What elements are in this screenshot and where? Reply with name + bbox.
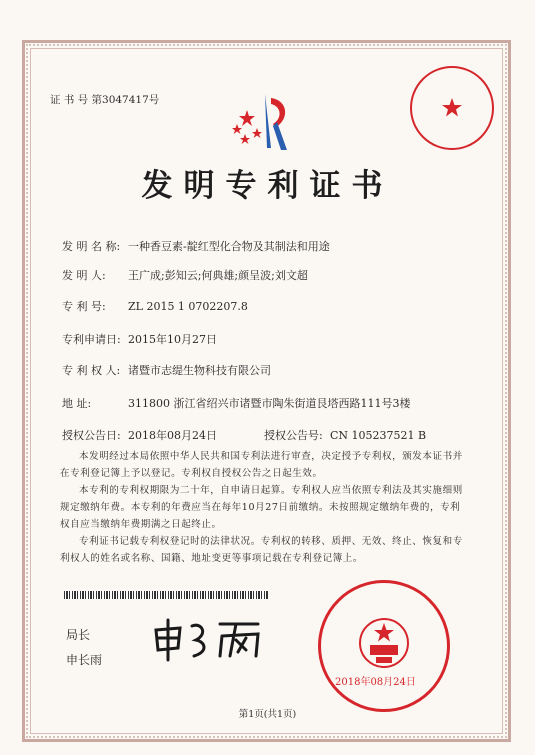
page-number: 第1页(共1页) (238, 709, 297, 720)
seal-date: 2018年08月24日 (335, 677, 416, 688)
filing-date-label: 专利申请日: (62, 333, 121, 346)
office-seal (318, 580, 450, 712)
address-row (62, 397, 410, 410)
patentee-label: 专 利 权 人: (62, 364, 121, 377)
grant-date-row (62, 429, 217, 442)
invention-name-row (62, 240, 330, 253)
patent-office-logo-icon (225, 88, 305, 158)
patent-number: ZL 2015 1 0702207.8 (128, 300, 248, 313)
certificate-number: 证 书 号 第3047417号 (50, 94, 160, 106)
grant-number-row (264, 429, 426, 442)
grant-date: 2018年08月24日 (128, 429, 217, 442)
body-paragraph: 本专利的专利权期限为二十年，自申请日起算。专利权人应当依照专利法及其实施细则规定缴纳年费。本专利的年费应当在每年10月27日前缴纳。未按照规定缴纳年费的，专利权自应当缴纳年费期满之日起终止。 (60, 485, 463, 530)
agency-seal-star-icon (412, 68, 492, 148)
certificate-title: 发明专利证书 (141, 168, 394, 204)
agency-seal (410, 66, 494, 150)
patent-number-label: 专 利 号: (62, 300, 106, 313)
address-label: 地 址: (62, 397, 92, 410)
grant-number-label: 授权公告号: (264, 429, 323, 442)
filing-date-row (62, 333, 217, 346)
inventor: 王广成;彭知云;何典雄;颜呈波;刘文超 (128, 269, 308, 282)
barcode (64, 591, 268, 599)
director-signature-icon (150, 612, 270, 662)
filing-date: 2015年10月27日 (128, 333, 217, 346)
certificate-body (60, 448, 470, 567)
grant-date-label: 授权公告日: (62, 429, 121, 442)
grant-number: CN 105237521 B (330, 429, 427, 442)
inventor-label: 发 明 人: (62, 269, 106, 282)
body-paragraph: 本发明经过本局依照中华人民共和国专利法进行审查，决定授予专利权，颁发本证书并在专利登记簿上予以登记。专利权自授权公告之日起生效。 (60, 451, 463, 479)
patent-number-row (62, 300, 248, 313)
director-title: 局长 (66, 628, 91, 642)
body-paragraph: 专利证书记载专利权登记时的法律状况。专利权的转移、质押、无效、终止、恢复和专利权人的姓名或名称、国籍、地址变更等事项记载在专利登记簿上。 (60, 536, 463, 564)
national-emblem-icon (321, 583, 447, 709)
address: 311800 浙江省绍兴市诸暨市陶朱街道艮塔西路111号3楼 (128, 397, 411, 410)
patentee: 诸暨市志缇生物科技有限公司 (128, 364, 271, 377)
director-name: 申长雨 (66, 653, 103, 667)
patentee-row (62, 364, 271, 377)
invention-name: 一种香豆素-靛红型化合物及其制法和用途 (128, 240, 330, 253)
invention-name-label: 发 明 名 称: (62, 240, 121, 253)
inventor-row (62, 269, 308, 282)
